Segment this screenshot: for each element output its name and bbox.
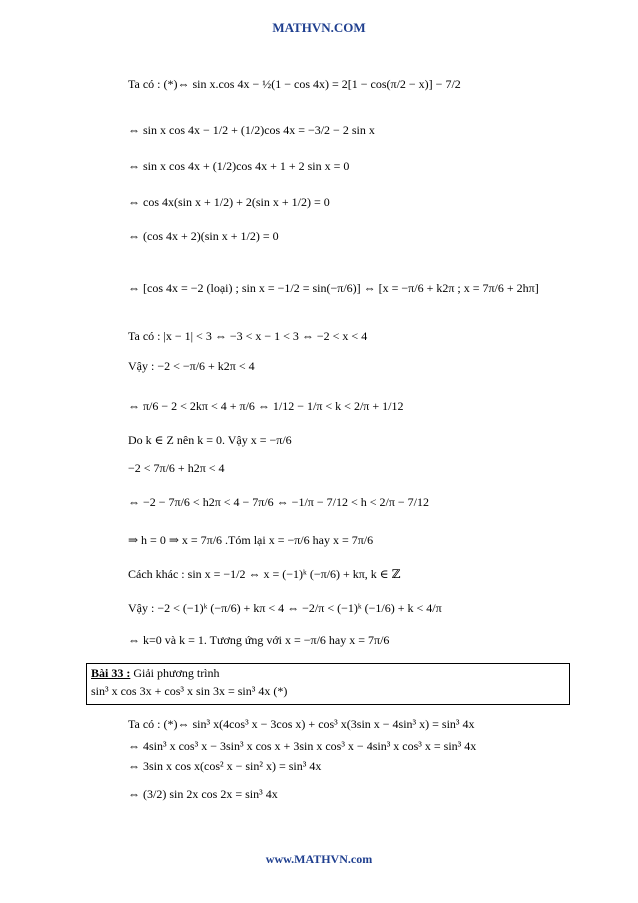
problem-heading (91, 666, 220, 681)
solution-step: ⇔ 4sin³ x cos³ x − 3sin³ x cos x + 3sin x cos³ x − 4sin³ x cos³ x = sin³ 4x (128, 739, 477, 753)
problem-box (86, 663, 570, 705)
solution-line: ⇔ −2 − 7π/6 < h2π < 4 − 7π/6 ⇔ −1/π − 7/12 < h < 2/π − 7/12 (128, 495, 429, 509)
problem-title: Giải phương trình (130, 666, 220, 680)
solution-line: Do k ∈ Z nên k = 0. Vậy x = −π/6 (128, 433, 292, 447)
solution-step: ⇔ (3/2) sin 2x cos 2x = sin³ 4x (128, 787, 278, 801)
solution-step: ⇔ 3sin x cos x(cos² x − sin² x) = sin³ 4x (128, 759, 322, 773)
solution-line: ⇔ [cos 4x = −2 (loại) ; sin x = −1/2 = sin(−π/6)] ⇔ [x = −π/6 + k2π ; x = 7π/6 + 2hπ] (128, 281, 539, 295)
solution-line: ⇔ sin x cos 4x − 1/2 + (1/2)cos 4x = −3/2 − 2 sin x (128, 123, 375, 137)
solution-line: Vậy : −2 < −π/6 + k2π < 4 (128, 359, 255, 373)
solution-line: ⇔ cos 4x(sin x + 1/2) + 2(sin x + 1/2) = 0 (128, 195, 330, 209)
solution-line: Ta có : (*)⇔ sin x.cos 4x − ½(1 − cos 4x) = 2[1 − cos(π/2 − x)] − 7/2 (128, 77, 461, 91)
solution-line: ⇔ sin x cos 4x + (1/2)cos 4x + 1 + 2 sin x = 0 (128, 159, 350, 173)
solution-line: ⇒ h = 0 ⇒ x = 7π/6 .Tóm lại x = −π/6 hay x = 7π/6 (128, 533, 374, 547)
solution-line: Cách khác : sin x = −1/2 ⇔ x = (−1)ᵏ (−π/6) + kπ, k ∈ ℤ (128, 567, 401, 581)
problem-label: Bài 33 : (91, 666, 131, 680)
solution-line: ⇔ k=0 và k = 1. Tương ứng với x = −π/6 hay x = 7π/6 (128, 633, 390, 647)
problem-equation: sin³ x cos 3x + cos³ x sin 3x = sin³ 4x (*) (91, 684, 288, 698)
solution-line: −2 < 7π/6 + h2π < 4 (128, 461, 225, 475)
solution-line: Ta có : |x − 1| < 3 ⇔ −3 < x − 1 < 3 ⇔ −2 < x < 4 (128, 329, 368, 343)
solution-line: ⇔ (cos 4x + 2)(sin x + 1/2) = 0 (128, 229, 279, 243)
solution-line: ⇔ π/6 − 2 < 2kπ < 4 + π/6 ⇔ 1/12 − 1/π < k < 2/π + 1/12 (128, 399, 404, 413)
solution-line: Vậy : −2 < (−1)ᵏ (−π/6) + kπ < 4 ⇔ −2/π < (−1)ᵏ (−1/6) + k < 4/π (128, 601, 442, 615)
page-footer: www.MATHVN.com (265, 852, 373, 866)
solution-step: Ta có : (*)⇔ sin³ x(4cos³ x − 3cos x) + cos³ x(3sin x − 4sin³ x) = sin³ 4x (128, 717, 475, 731)
page-header: MATHVN.COM (272, 20, 366, 35)
